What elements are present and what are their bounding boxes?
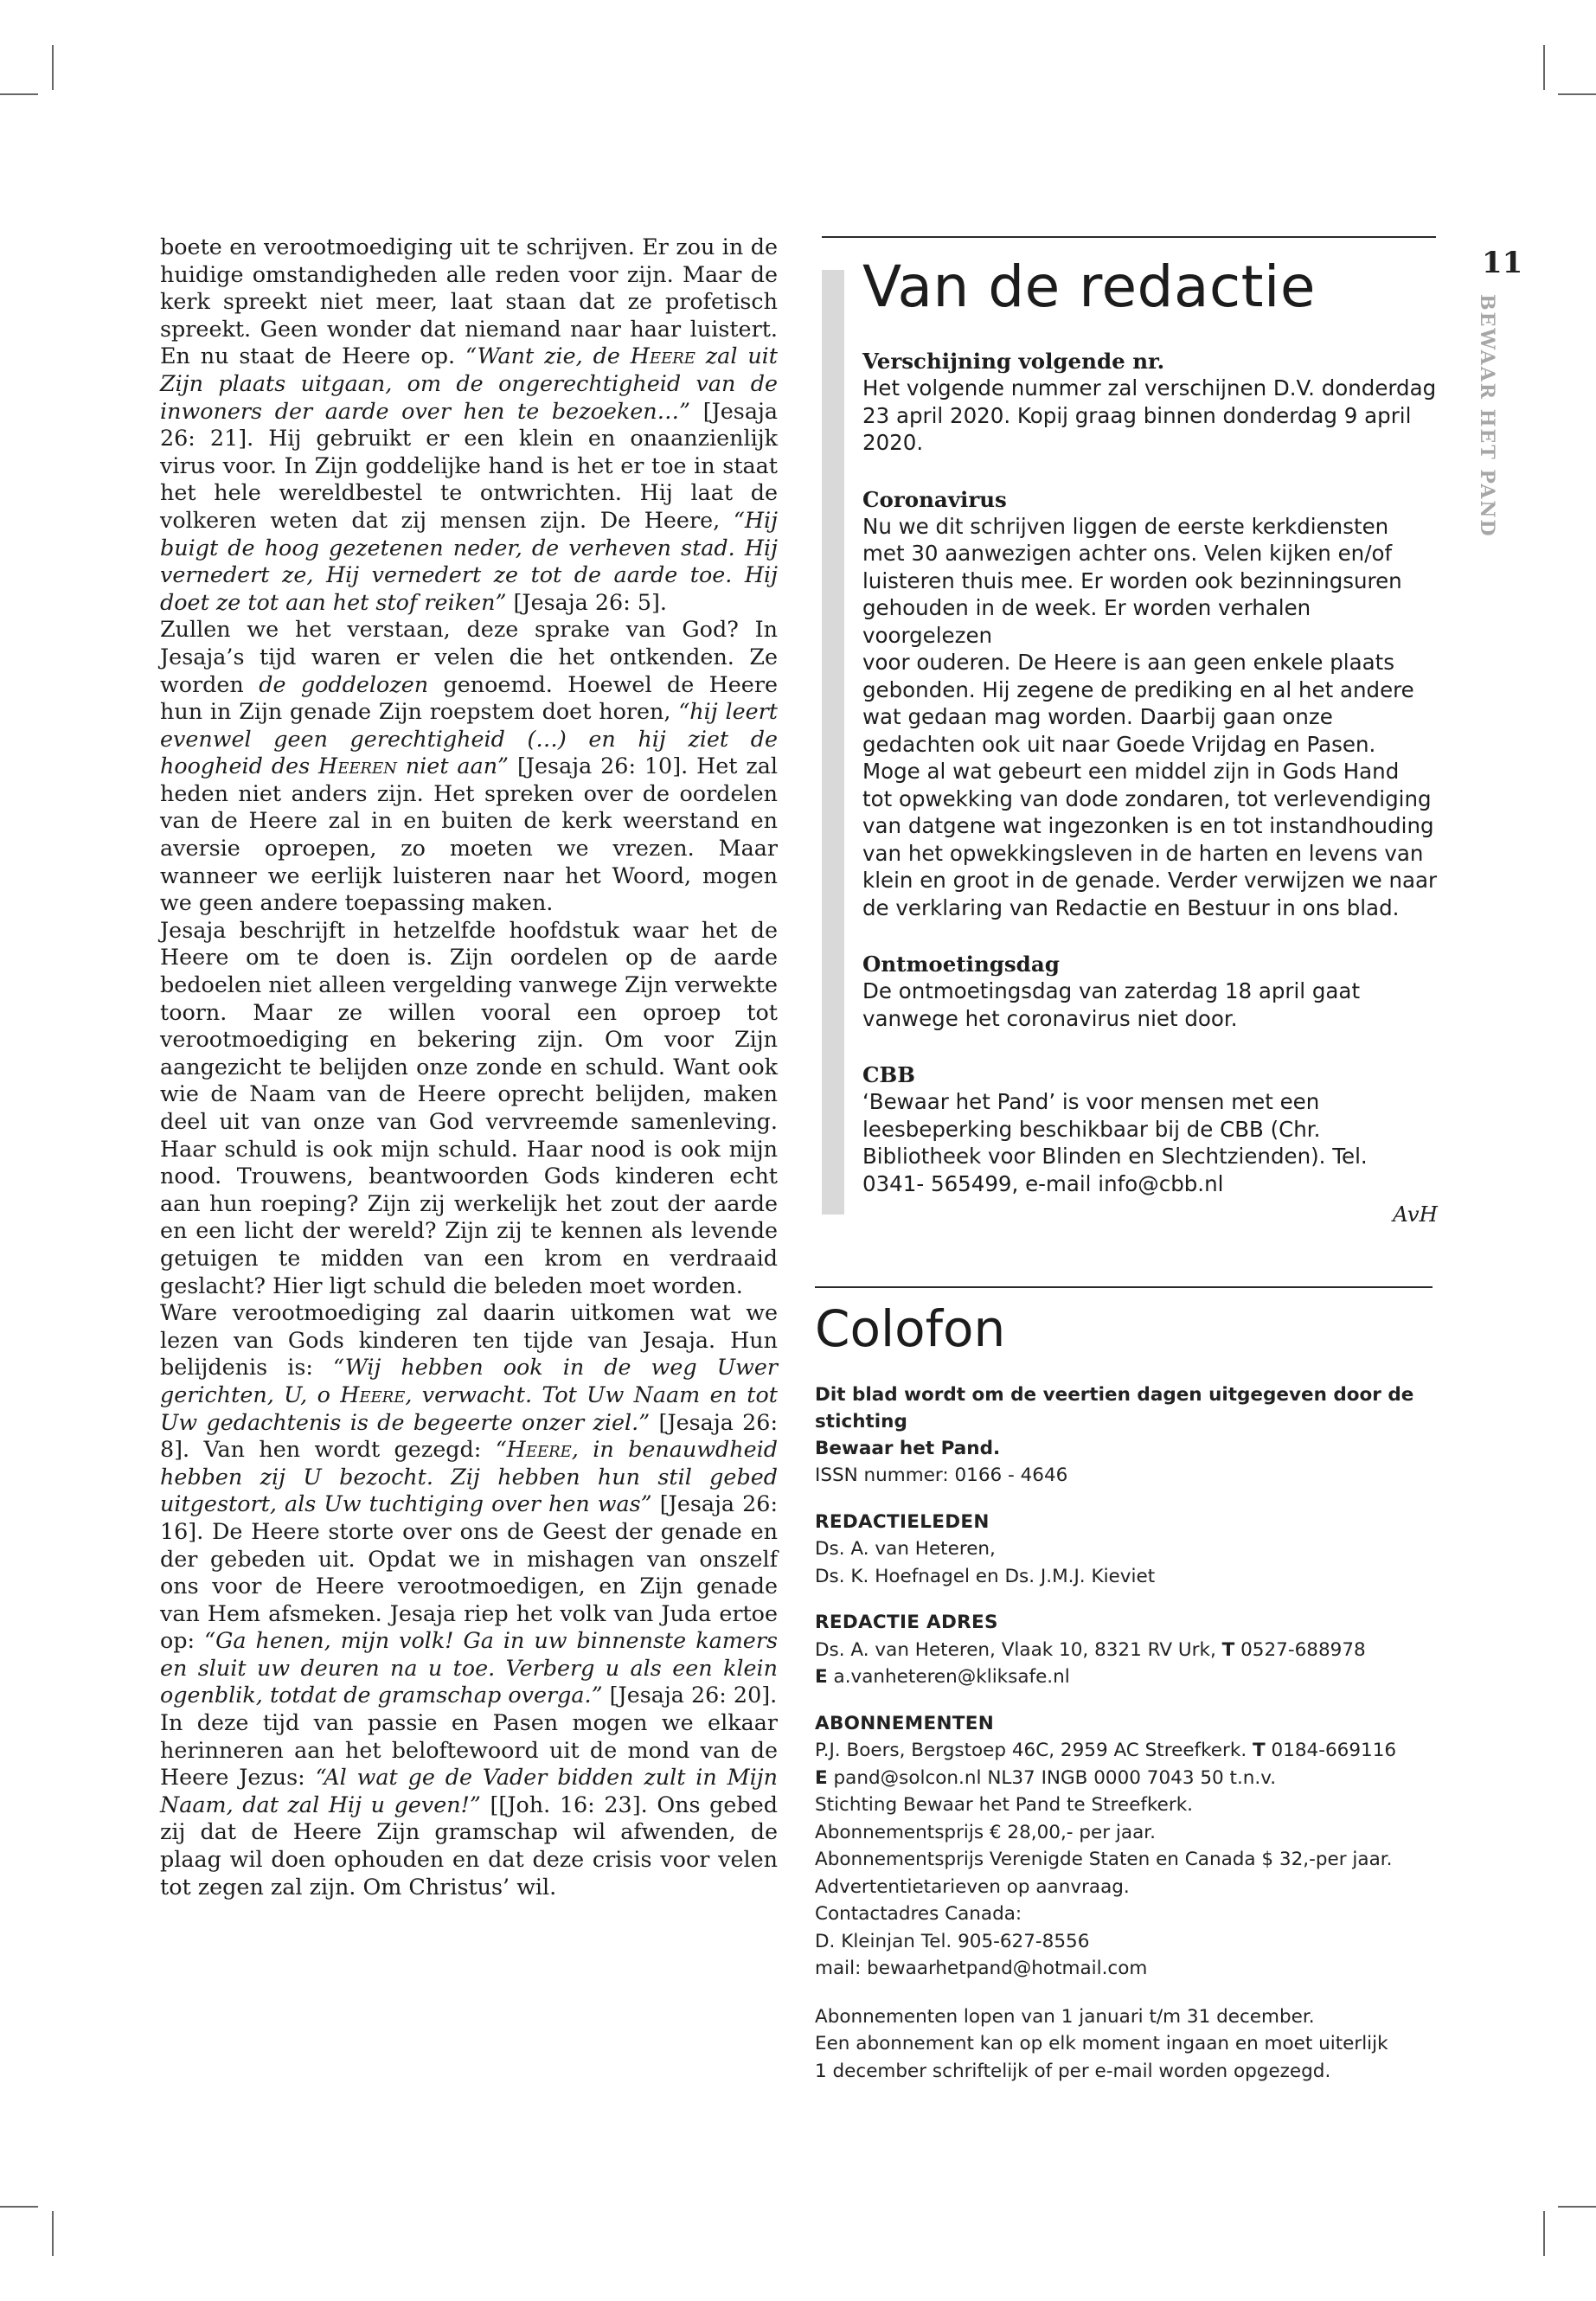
article-quote-run: Heere (340, 1381, 406, 1407)
article-quote-run: “Wij hebben ook in de weg Uwer gerichten, U, o (160, 1354, 778, 1407)
footnote-line: Een abonnement kan op elk moment ingaan en moet uiterlijk (815, 2033, 1388, 2054)
crop-mark-bottom-right-vertical (1543, 2211, 1545, 2256)
article-quote-run: Heere (506, 1436, 572, 1463)
article-quote-run: de goddelozen (259, 670, 429, 697)
article-quote-run: “hij leert evenwel geen gerechtigheid (…) en hij ziet de hoogheid des (160, 698, 778, 779)
block-line: Ds. A. van Heteren, (815, 1538, 996, 1560)
article-paragraph (160, 1709, 778, 1900)
article-paragraph (160, 1299, 778, 1709)
redactie-title: Van de redactie (862, 253, 1316, 320)
article-text-run: In deze tijd van passie en Pasen mogen we elkaar herinneren aan het beloftewoord uit de mond van de Heere Jezus: (160, 1709, 778, 1791)
block-line: Contactadres Canada: (815, 1903, 1022, 1925)
colofon-issn: ISSN nummer: 0166 - 4646 (815, 1465, 1068, 1486)
crop-mark-bottom-left-horizontal (0, 2206, 38, 2208)
colofon-title: Colofon (815, 1299, 1006, 1358)
article-text-run: [Jesaja 26: 16]. De Heere storte over ons de Geest der genade en der gebeden uit. Opdat we in mishagen van onszelf ons voor de Heere verootmoedigen, en Zijn genade van Hem afsmeken. Jesaja riep het volk van Juda ertoe op: (160, 1490, 778, 1654)
colofon-redactieleden (815, 1509, 1438, 1591)
block-line: Stichting Bewaar het Pand te Streefkerk. (815, 1794, 1193, 1816)
email-label: E (815, 1666, 828, 1688)
article-text-run: [[Joh. 16: 23]. Ons gebed zij dat de Heere Zijn gramschap wil afwenden, de plaag wil doen ophouden en dat deze crisis voor velen tot zegen zal zijn. Om Christus’ wil. (160, 1791, 778, 1900)
email-line (815, 1663, 1438, 1691)
section-heading: Ontmoetingsdag (862, 952, 1060, 977)
colofon-intro (815, 1381, 1438, 1462)
phone-number: 0184-669116 (1265, 1740, 1397, 1761)
section-heading: Coronavirus (862, 486, 1007, 512)
article-text-run: genoemd. Hoewel de Heere hun in Zijn genade Zijn roepstem doet horen, (160, 670, 778, 725)
article-quote-run: niet aan” (396, 753, 510, 779)
article-quote-run: “Ga henen, mijn volk! Ga in uw binnenste kamers en sluit uw deuren na u toe. Verberg u als een klein ogenblik, totdat de gramschap overga.” (160, 1627, 778, 1708)
crop-mark-top-left-horizontal (0, 93, 38, 95)
crop-mark-bottom-left-vertical (52, 2211, 54, 2256)
redactie-section-ontmoetingsdag (862, 951, 1438, 1032)
phone-number: 0527-688978 (1234, 1638, 1366, 1661)
article-text-run: [Jesaja 26: 5]. (506, 588, 667, 615)
article-text-run: boete en verootmoediging uit te schrijven. Er zou in de huidige omstandigheden alle reden voor zijn. Maar de kerk spreekt niet meer, laat staan dat ze profetisch spreekt. Geen wonder dat niemand naar haar luistert. En nu staat de Heere op. (160, 234, 778, 369)
email-and-account: pand@solcon.nl NL37 INGB 0000 7043 50 t.n.v. (827, 1766, 1277, 1789)
article-paragraph (160, 917, 778, 1299)
crop-mark-bottom-right-horizontal (1558, 2206, 1596, 2208)
block-heading: REDACTIELEDEN (815, 1510, 990, 1533)
block-heading: REDACTIE ADRES (815, 1612, 998, 1633)
page-number: 11 (1482, 246, 1523, 280)
article-text-run: [Jesaja 26: 10]. Het zal heden niet anders zijn. Het spreken over de oordelen van de Heere zal in en buiten de kerk weerstand en aversie oproepen, zo moeten we vrezen. Maar wanneer we eerlijk luisteren naar het Woord, mogen we geen andere toepassing maken. (160, 753, 778, 916)
article-quote-run: Heeren (318, 753, 397, 779)
redactie-section-cbb (862, 1061, 1438, 1197)
address-line (815, 1737, 1438, 1765)
redactie-section-verschijning (862, 348, 1438, 457)
article-quote-run: , verwacht. Tot Uw Naam en tot Uw gedachtenis is de begeerte onzer ziel.” (160, 1381, 779, 1435)
article-paragraph (160, 234, 778, 616)
block-line: Advertentietarieven op aanvraag. (815, 1875, 1130, 1898)
footnote-line: Abonnementen lopen van 1 januari t/m 31 december. (815, 2005, 1315, 2028)
section-heading: CBB (862, 1062, 915, 1087)
article-text-run: Ware verootmoediging zal daarin uitkomen wat we lezen van Gods kinderen ten tijde van Jesaja. Hun belijdenis is: (160, 1299, 778, 1381)
article-quote-run: “ (495, 1436, 507, 1463)
colofon-footnote (815, 2003, 1438, 2086)
address-text: P.J. Boers, Bergstoep 46C, 2959 AC Streefkerk. (815, 1740, 1253, 1761)
colofon-top-rule (815, 1286, 1433, 1288)
block-line: Abonnementsprijs € 28,00,- per jaar. (815, 1821, 1156, 1843)
crop-mark-top-right-horizontal (1558, 93, 1596, 95)
article-quote-run: “Al wat ge de Vader bidden zult in Mijn Naam, dat zal Hij u geven!” (160, 1764, 778, 1817)
article-quote-run: Heere (630, 343, 695, 369)
section-text: ‘Bewaar het Pand’ is voor mensen met een leesbeperking beschikbaar bij de CBB (Chr. Bibliotheek voor Blinden en Slechtzienden). Tel. 0341- 565499, e-mail info@cbb.nl (862, 1089, 1368, 1196)
article-quote-run: , in benauwdheid hebben zij U bezocht. Zij hebben hun stil gebed uitgestort, als Uw tuchtiging over hen was” (160, 1436, 778, 1517)
email-line (815, 1765, 1438, 1792)
block-line: Ds. K. Hoefnagel en Ds. J.M.J. Kieviet (815, 1565, 1156, 1587)
article-text-run: [Jesaja 26: 8]. Van hen wordt gezegd: (160, 1408, 779, 1463)
email-address: a.vanheteren@kliksafe.nl (827, 1666, 1070, 1688)
article-column (160, 234, 778, 1900)
block-heading: ABONNEMENTEN (815, 1712, 994, 1734)
redactie-box (862, 253, 1438, 1227)
colofon-abonnementen (815, 1710, 1438, 1983)
redactie-signature: AvH (1393, 1202, 1438, 1227)
colofon-redactie-adres (815, 1609, 1438, 1691)
crop-mark-top-right-vertical (1543, 45, 1545, 90)
article-text-run: Zullen we het verstaan, deze sprake van God? In Jesaja’s tijd waren er velen die het ontkenden. Ze worden (160, 616, 778, 697)
redactie-side-bar (822, 270, 844, 1215)
side-label: BEWAAR HET PAND (1476, 294, 1498, 538)
article-quote-run: “Want zie, de (465, 343, 631, 369)
block-line: D. Kleinjan Tel. 905-627-8556 (815, 1930, 1090, 1952)
section-heading: Verschijning volgende nr. (862, 349, 1165, 374)
article-text-run: Jesaja beschrijft in hetzelfde hoofdstuk waar het de Heere om te doen is. Zijn oordelen op de aarde bedoelen niet alleen vergelding vanwege Zijn verwekte toorn. Maar ze willen vooral een oproep tot verootmoediging en bekering zijn. Om voor Zijn aangezicht te belijden onze zonde en schuld. Want ook wie de Naam van de Heere oprecht belijden, maken deel uit van onze van God vervreemde samenleving. Haar schuld is ook mijn schuld. Haar nood is ook mijn nood. Trouwens, beantwoorden Gods kinderen echt aan hun roeping? Zijn zij werkelijk het zout der aarde en een licht der wereld? Zijn zij te kennen als levende getuigen te midden van een krom en verdraaid geslacht? Hier ligt schuld die beleden moet worden. (160, 916, 778, 1298)
article-text-run: [Jesaja 26: 20]. (602, 1682, 778, 1708)
section-text: Het volgende nummer zal verschijnen D.V. donderdag 23 april 2020. Kopij graag binnen donderdag 9 april 2020. (862, 375, 1437, 455)
article-text-run: [Jesaja 26: 21]. Hij gebruikt er een klein en onaanzienlijk virus voor. In Zijn goddelijke hand is het er toe in staat het hele wereldbestel te ontwrichten. Hij laat de volkeren weten dat zij mensen zijn. De Heere, (160, 397, 778, 533)
phone-label: T (1221, 1638, 1235, 1661)
crop-mark-top-left-vertical (52, 45, 54, 90)
address-text: Ds. A. van Heteren, Vlaak 10, 8321 RV Urk, (815, 1638, 1222, 1661)
phone-label: T (1253, 1740, 1266, 1761)
address-line (815, 1637, 1438, 1664)
colofon-intro-line: Dit blad wordt om de veertien dagen uitgegeven door de stichting (815, 1384, 1414, 1433)
colofon-intro-line: Bewaar het Pand. (815, 1438, 1001, 1459)
article-paragraph (160, 616, 778, 917)
block-line: mail: bewaarhetpand@hotmail.com (815, 1958, 1148, 1979)
article-quote-run: “Hij buigt de hoog gezetenen neder, de verheven stad. Hij vernedert ze, Hij vernedert ze tot de aarde toe. Hij doet ze tot aan het stof reiken” (160, 506, 778, 615)
colofon-box (815, 1295, 1438, 2085)
redactie-section-coronavirus (862, 486, 1438, 922)
article-quote-run: zal uit Zijn plaats uitgaan, om de ongerechtigheid van de inwoners der aarde over hen te bezoeken…” (160, 343, 779, 424)
block-line: Abonnementsprijs Verenigde Staten en Canada $ 32,-per jaar. (815, 1849, 1393, 1870)
email-label: E (815, 1766, 828, 1789)
section-text: De ontmoetingsdag van zaterdag 18 april gaat vanwege het coronavirus niet door. (862, 978, 1361, 1031)
footnote-line: 1 december schriftelijk of per e-mail worden opgezegd. (815, 2060, 1331, 2082)
section-text: Nu we dit schrijven liggen de eerste kerkdiensten met 30 aanwezigen achter ons. Velen kijken en/of luisteren thuis mee. Er worden ook bezinningsuren gehouden in de week. Er worden verhalen voorgelezen voor ouderen. De Heere is aan geen enkele plaats gebonden. Hij zegene de prediking en al het andere wat gedaan mag worden. Daarbij gaan onze gedachten ook uit naar Goede Vrijdag en Pasen. Moge al wat gebeurt een middel zijn in Gods Hand tot opwekking van dode zondaren, tot verlevendiging van datgene wat ingezonken is en tot instandhouding van het opwekkingsleven in de harten en levens van klein en groot in de genade. Verder verwijzen we naar de verklaring van Redactie en Bestuur in ons blad. (862, 513, 1438, 920)
redactie-top-rule (822, 236, 1436, 238)
